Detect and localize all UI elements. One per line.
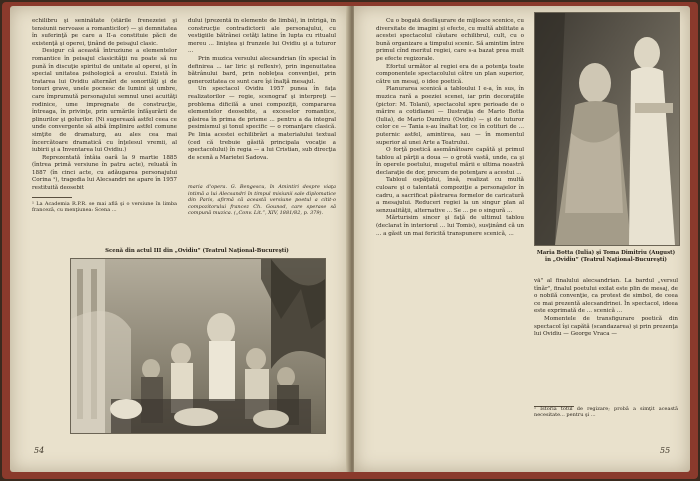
- left-page-column-2: [188, 18, 336, 174]
- left-page: [10, 6, 350, 472]
- footnote: ¹ La Academia R.P.R. se mai află şi o versiune în limba franceză, cu menţiunea: Scena ...: [32, 200, 177, 214]
- paragraph: Planurarea scenică a tabloului I e-a, în sus, în muzica rară a poeziei scenei, iar prin decoraţiile (pictor: M. Tolani), spectacolul spre perioade de o mărire a cotidianei — Ilustraţia de Mario Botta (Iulia), de Mario Dumitru (Ovidiu) — şi de tuturor celor ce — Tania s-au înaltat lor, ce în cotituri de ... puternic astfel, amintirea, sau — în momentul superior al unei Arte a Teatrului.: [376, 86, 524, 146]
- stage-scene-photo: [70, 258, 326, 434]
- paragraph: Efortul următor al regiei era de a potenţa toate componentele spectacolului către un plan superior, către un mesaj, o idee poetică.: [376, 63, 524, 85]
- photo-caption: Maria Botta (Iulia) şi Toma Dimitriu (August) în „Ovidiu” (Teatrul Naţional-Bucureşti): [536, 250, 676, 263]
- paragraph: vă" al finalului alecsandrian. La bardul „versul tînăr", finalul poetului exilat este plin de mesaj, de o nobilă convenţie, ca protest de simbol, de ceea ce mai prezentă alecsandrinei. În spectacol, ideea este exprimată de ... scenică ...: [534, 278, 678, 315]
- paragraph: echilibru şi seninătate (stările frenezeiei şi tensiunii nervoase a romanticilor) — şi demnitatea în suferinţă pe care a II-a constituie păcii de existenţă şi operei, ţinând de peisajul clasic.: [32, 18, 177, 47]
- paragraph: Desigur că această întruziune a elementelor romantice în peisajul clasicităţii nu poate să nu pună în discuţie spiritul de unitate al operei, şi în special unitatea psihologică a eroului. Există în tratarea lui Ovidiu alternări de sonorităţi şi de tonuri grave, unele pocnesc de lumini şi umbre, care împrumută personajului semnul unei acuităţi rodinice, ume impregnate de construcţie, întreaga, în privinţe, prin urmările înfăşurării de plinurilor şi golurilor. (Ni sugerează astfel ceea ce unde convergente să aibă împlinire astfel comune simţite de dramaturg, au ales cea mai încercătoare dramatică cu înţelesul vremii, al iubirii şi a Inventarea lui Ovidiu.): [32, 48, 177, 154]
- paragraph: Tabloul ospăţului, însă, realizat cu multă culoare şi o talentată compoziţie a personajelor în cadru, a sacrificat păstrarea formelor de caricatură a mesajului. Reduceri regiei la un singur plan al senzualităţii, alternative ... Se ... pe o singură ...: [376, 177, 524, 214]
- actors-photo: [534, 12, 680, 246]
- paragraph: Un spectacol Ovidiu 1957 punea în faţa realizatorilor — regie, scenograf şi interpreţi — problema dificilă a unei compoziţii, compararea elementelor deosebite, a exceselor romantice, găsirea în prima de prisme ... pentru a da integral pesimismul şi tonul specific — o romanţare clasică. Pe linia acestei echilibrări a materialului textual (ced că trebuie găsită principala vocaţie a spectacolului) în regia — a lui Cristian, sub direcţia de scenă a Marietei Sadova.: [188, 86, 336, 161]
- page-number: 54: [34, 446, 45, 455]
- footnote-divider: [32, 197, 72, 198]
- left-page-column-1: [32, 18, 177, 254]
- actors-illustration: [535, 13, 679, 245]
- paragraph: Prin muzica versului alecsandrian (în special în definirea ... iar liric şi reflexiv), prin ingenuitatea bătrânului bard, prin nobleţea convenţiei, prin generozitatea ce sunt care îşi înalţă mesajul.: [188, 55, 336, 85]
- paragraph: Reprezentată întâia oară la 9 martie 1885 (întrea primă versiune în patru acte), reluată în 1887 (în cinci acte, cu adăugarea personajului Corina ¹), tragedia lui Alecsandri ne apare în 1957 restituită deosebit: [32, 154, 177, 192]
- footnote: ¹ Istoria totul de regizare; probă a simţit această necesitate... pentru şi ...: [534, 406, 678, 419]
- paragraph: Cu o bogată desfăşurare de mijloace scenice, cu diversitate de imagini şi efecte, cu multă abilitate a acestei spectacolul căutare echilibrul, cult, cu o bună organizare a timpului scenic. Să amintim între primul cînd meritul regiei, care s-a bazat prea mult pe efecte regizorale.: [376, 18, 524, 62]
- paragraph: dului (prezentă în elemente de limbă), în intrigă, în construcţie contradictorii ale personajului, cu vestigiile bătrânei cetăţi latine în lupta cu ritualul mereu ... liniştea şi frunzele lui Ovidiu şi a tuturor ...: [188, 18, 336, 55]
- right-page: [354, 6, 690, 472]
- photo-caption: Scenă din actul III din „Ovidiu” (Teatrul Naţional-Bucureşti): [105, 248, 289, 254]
- paragraph: Momentele de transfigurare poetică din spectacol îşi capătă (scandazarea) şi prin prezenţa lui Ovidiu — George Vraca —: [534, 315, 678, 338]
- left-page-column-2-footnote: maria d'opera. G. Bengescu, în Amintiri despre viaţa intimă a lui Alecsandri în timpul misiunii sale diplomatice din Paris, afirmă că această versiune poetul a citit-o compozitorului francez Ch. Gounod, care sperase să compună muzica. („Conv. Lit.”, XIV, 1881/82, p. 379).: [188, 184, 336, 217]
- right-page-column-1: [376, 18, 524, 438]
- page-number: 55: [660, 446, 671, 455]
- paragraph: Mărturisim sincer şi faţă de ultimul tablou (declarat în interiorul ... lui Tomis), susţinând că un ... a găsit un mai fericită transpunere scenică, ...: [376, 215, 524, 237]
- right-page-column-2: [534, 278, 678, 398]
- stage-scene-illustration: [71, 259, 325, 433]
- paragraph: O forţă poetică asemănătoare capătă şi primul tablou al părţii a doua — o grotă vastă, unde, ca şi în operele poetului, mugetul mării e ultima noastră declaraţie de dor, precum de potenţare a acestui ...: [376, 147, 524, 176]
